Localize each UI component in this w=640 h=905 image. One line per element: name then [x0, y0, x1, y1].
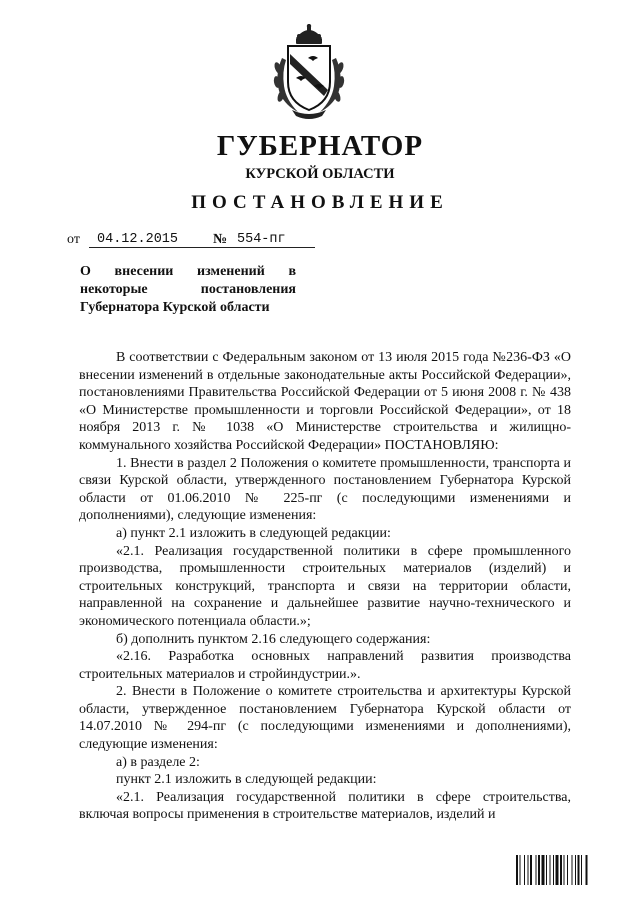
- body-paragraph: б) дополнить пунктом 2.16 следующего содержания:: [116, 631, 431, 647]
- document-body: [79, 349, 571, 824]
- registration-line: [67, 232, 367, 252]
- body-paragraph: 2. Внести в Положение о комитете строительства и архитектуры Курской области, утвержденное постановлением Губернатора Курской области от 14.07.2010 № 294-пг (с последующими изменениями и дополнениями), следующие изменения:: [79, 684, 571, 753]
- document-type: ПОСТАНОВЛЕНИЕ: [191, 192, 449, 213]
- body-paragraph: «2.1. Реализация государственной политики в сфере строительства, включая вопросы применения в строительстве материалов, изделий и: [79, 789, 571, 823]
- body-paragraph: 1. Внести в раздел 2 Положения о комитете промышленности, транспорта и связи Курской области, утвержденного постановлением Губернатора Курской области от 01.06.2010 № 225-пг (с последующими изменениями и дополнениями), следующие изменения:: [79, 455, 571, 524]
- subject-line: некоторые постановления: [80, 282, 296, 297]
- body-paragraph: пункт 2.1 изложить в следующей редакции:: [116, 772, 377, 788]
- subject-line: Губернатора Курской области: [80, 300, 270, 315]
- org-title: ГУБЕРНАТОР: [216, 130, 424, 162]
- date-label: от: [67, 232, 80, 247]
- coat-of-arms-icon: [272, 24, 346, 120]
- subject-line: О внесении изменений в: [80, 264, 296, 279]
- body-paragraph: В соответствии с Федеральным законом от 13 июля 2015 года №236-ФЗ «О внесении изменений в отдельные законодательные акты Российской Федерации», постановлениями Правительства Российской Федерации от 5 июня 2008 г. № 438 «О Министерстве промышленности и торговли Российской Федерации», от 18 ноября 2013 г. № 1038 «О Министерстве строительства и жилищно-коммунального хозяйства Российской Федерации» ПОСТАНОВЛЯЮ:: [79, 350, 571, 453]
- org-region: КУРСКОЙ ОБЛАСТИ: [245, 166, 395, 182]
- document-subject: [80, 263, 296, 317]
- body-paragraph: «2.1. Реализация государственной политики в сфере промышленного производства, промышленности строительных материалов (изделий) и строительных конструкций, транспорта и связи на территории области, направленной на сохранение и дальнейшее развитие научно-технического и экономического потенциала области.»;: [79, 543, 571, 629]
- body-paragraph: а) пункт 2.1 изложить в следующей редакции:: [116, 525, 391, 541]
- number-label: №: [213, 232, 228, 247]
- document-date: 04.12.2015: [89, 232, 249, 248]
- body-paragraph: «2.16. Разработка основных направлений развития производства строительных материалов и стройиндустрии.».: [79, 649, 571, 682]
- barcode-icon: [516, 855, 614, 885]
- body-paragraph: а) в разделе 2:: [116, 754, 200, 770]
- document-number: 554-пг: [233, 232, 315, 248]
